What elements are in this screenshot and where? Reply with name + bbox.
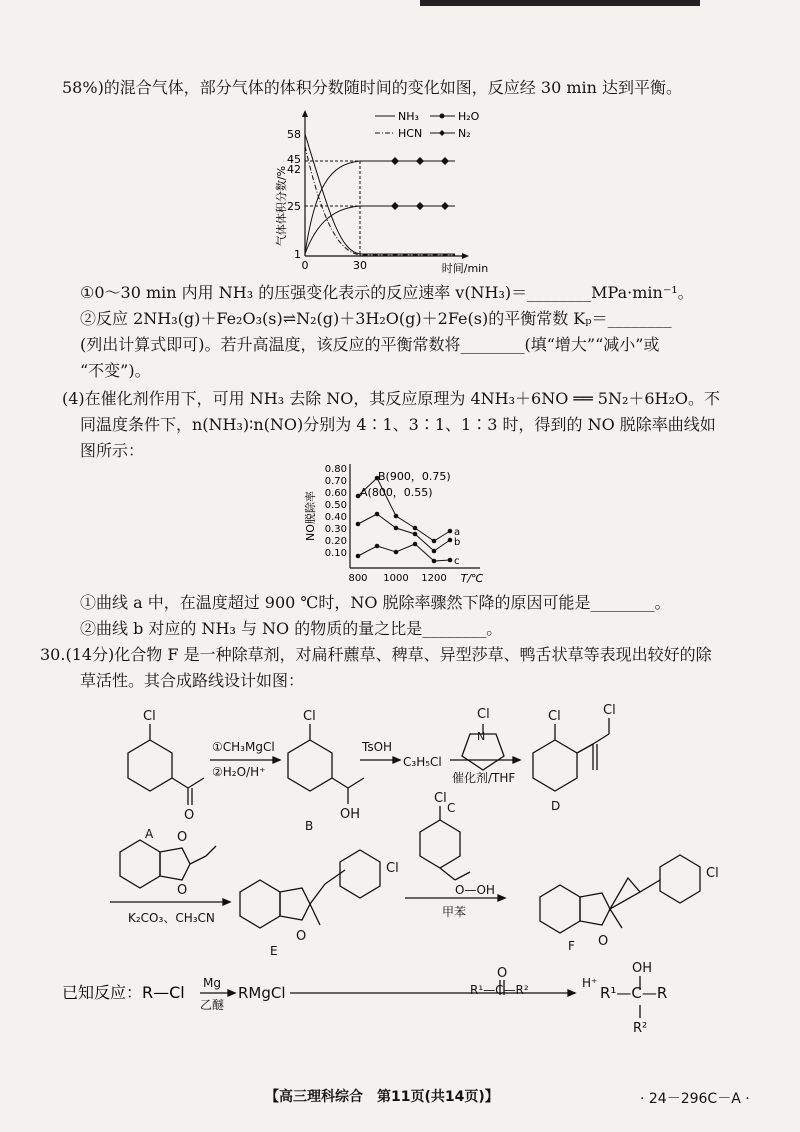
legend-h2o: H₂O bbox=[458, 110, 480, 123]
label-hplus: H⁺ bbox=[582, 976, 598, 990]
chart2-xtick-800: 800 bbox=[348, 573, 368, 584]
chart2-ytick-060: 0.60 bbox=[324, 488, 347, 499]
label-d-cl: Cl bbox=[548, 709, 561, 724]
label-product-r2: R² bbox=[633, 1021, 648, 1036]
label-tsoh: TsOH bbox=[362, 740, 393, 754]
label-compound-d: D bbox=[551, 799, 561, 813]
chart2-ytick-080: 0.80 bbox=[324, 464, 347, 475]
page-footer: 【高三理科综合 第11页(共14页)】 bbox=[265, 1089, 499, 1105]
label-compound-c: C bbox=[447, 801, 456, 815]
ring-a bbox=[128, 740, 172, 791]
label-b-cl: Cl bbox=[303, 709, 316, 724]
label-ketone: R¹—C—R² bbox=[470, 983, 529, 997]
label-catalyst: 催化剂/THF bbox=[452, 771, 516, 785]
question-2b: (列出计算式即可)。若升高温度，该反应的平衡常数将________(填“增大”“减小”或 bbox=[80, 335, 660, 354]
known-reaction-label: 已知反应：R—Cl bbox=[62, 983, 185, 1002]
chart1-curve-n2 bbox=[305, 206, 455, 254]
chart2-ytick-020: 0.20 bbox=[324, 536, 347, 547]
label-peracid-o: O—OH bbox=[455, 883, 495, 897]
label-b-oh: OH bbox=[340, 807, 361, 822]
label-compound-a: A bbox=[145, 827, 154, 841]
label-f-cl: Cl bbox=[706, 866, 719, 881]
chart1-xtick-0: 0 bbox=[301, 259, 309, 272]
answer-2: ②曲线 b 对应的 NH₃ 与 NO 的物质的量之比是________。 bbox=[80, 619, 503, 638]
chart2-xtick-1200: 1200 bbox=[421, 573, 447, 584]
chart2-point-b: B(900，0.75) bbox=[378, 470, 451, 483]
chart2-ytick-070: 0.70 bbox=[324, 476, 347, 487]
ring-peracid bbox=[420, 820, 460, 868]
question-2c: “不变”)。 bbox=[80, 361, 151, 380]
chart-volume-fraction bbox=[255, 106, 525, 280]
chart2-label-a: a bbox=[454, 527, 461, 538]
answer-1: ①曲线 a 中，在温度超过 900 ℃时，NO 脱除率骤然下降的原因可能是________。 bbox=[80, 593, 671, 612]
chart2-ytick-010: 0.10 bbox=[324, 548, 347, 559]
label-ether: 乙醚 bbox=[200, 998, 225, 1012]
paper-code: · 24－296C－A · bbox=[640, 1091, 750, 1107]
chart1-y-arrow bbox=[302, 110, 308, 117]
label-peracid-cl: Cl bbox=[434, 791, 447, 806]
scan-edge bbox=[420, 0, 700, 6]
label-e-o: O bbox=[296, 929, 307, 944]
chart1-ytick-58: 58 bbox=[287, 128, 301, 141]
label-step1-top: ①CH₃MgCl bbox=[212, 740, 275, 754]
ring-e bbox=[240, 880, 280, 928]
legend-nh3: NH₃ bbox=[398, 110, 419, 123]
chart1-ytick-45: 45 bbox=[287, 153, 301, 166]
label-rmgcl: RMgCl bbox=[238, 984, 286, 1002]
chart1-curve-h2o bbox=[305, 161, 455, 254]
text-line-intro: 58%)的混合气体，部分气体的体积分数随时间的变化如图，反应经 30 min 达到平衡。 bbox=[62, 78, 683, 97]
label-c-n: N bbox=[477, 730, 486, 743]
legend-n2: N₂ bbox=[458, 127, 471, 140]
label-c-cl: Cl bbox=[477, 707, 490, 722]
label-step1-bot: ②H₂O/H⁺ bbox=[212, 765, 266, 779]
label-compound-f: F bbox=[568, 939, 575, 953]
chart1-ytick-25: 25 bbox=[287, 200, 301, 213]
label-a-cl: Cl bbox=[143, 709, 156, 724]
legend-h2o-marker bbox=[440, 114, 445, 119]
question-1: ①0～30 min 内用 NH₃ 的压强变化表示的反应速率 v(NH₃)＝________MPa·min⁻¹。 bbox=[80, 283, 694, 302]
label-compound-b: B bbox=[305, 819, 314, 833]
synthesis-scheme bbox=[0, 700, 800, 1064]
chart1-ylabel: 气体体积分数/% bbox=[275, 165, 288, 247]
question-30-line2: 草活性。其合成路线设计如图： bbox=[80, 671, 305, 690]
chart1-x-arrow bbox=[462, 253, 469, 259]
chart2-ytick-030: 0.30 bbox=[324, 524, 347, 535]
legend-n2-marker bbox=[439, 130, 445, 136]
chart-no-removal bbox=[300, 456, 510, 592]
label-toluene: 甲苯 bbox=[442, 905, 467, 919]
ring-indandione bbox=[120, 840, 160, 888]
chart1-xlabel: 时间/min bbox=[441, 262, 489, 275]
label-product-oh: OH bbox=[632, 961, 653, 976]
question-30-line1: 30.(14分)化合物 F 是一种除草剂，对扁秆藨草、稗草、异型莎草、鸭舌状草等表现出较好的除 bbox=[40, 645, 712, 664]
chart1-xtick-30: 30 bbox=[353, 259, 367, 272]
chart2-curve-b bbox=[358, 514, 450, 551]
label-c3h5cl: C₃H₅Cl bbox=[403, 755, 442, 769]
label-compound-e: E bbox=[270, 944, 278, 958]
chart2-ytick-050: 0.50 bbox=[324, 500, 347, 511]
question-2a: ②反应 2NH₃(g)＋Fe₂O₃(s)⇌N₂(g)＋3H₂O(g)＋2Fe(s)的平衡常数 Kₚ＝________ bbox=[80, 309, 672, 328]
label-e-cl: Cl bbox=[386, 861, 399, 876]
part4-line2: 同温度条件下，n(NH₃)∶n(NO)分别为 4∶1、3∶1、1∶3 时，得到的 NO 脱除率曲线如 bbox=[80, 415, 716, 434]
ring-f bbox=[540, 885, 580, 933]
chart2-point-a: A(800，0.55) bbox=[360, 486, 433, 499]
label-indandione-o1: O bbox=[177, 830, 188, 845]
chart2-label-b: b bbox=[454, 537, 461, 548]
chart2-label-c: c bbox=[454, 556, 460, 567]
chart2-ylabel: NO脱除率 bbox=[304, 491, 317, 541]
chart2-ytick-040: 0.40 bbox=[324, 512, 347, 523]
label-k2co3: K₂CO₃、CH₃CN bbox=[128, 911, 215, 925]
chart2-xtick-1000: 1000 bbox=[383, 573, 409, 584]
chart2-curve-c bbox=[358, 544, 450, 561]
label-indandione-o2: O bbox=[177, 883, 188, 898]
part4-line1: (4)在催化剂作用下，可用 NH₃ 去除 NO，其反应原理为 4NH₃＋6NO ══ 5N₂＋6H₂O。不 bbox=[62, 389, 721, 408]
chart1-ytick-42: 42 bbox=[287, 163, 301, 176]
ring-b bbox=[288, 740, 332, 791]
chart1-curve-nh3 bbox=[305, 134, 455, 254]
label-ketone-o: O bbox=[497, 966, 508, 981]
chart1-ytick-1: 1 bbox=[294, 248, 301, 261]
part4-line3: 图所示： bbox=[80, 441, 145, 460]
chart2-xlabel: T/℃ bbox=[460, 572, 484, 585]
label-f-o: O bbox=[598, 934, 609, 949]
label-d-cl2: Cl bbox=[603, 703, 616, 718]
label-a-o: O bbox=[184, 808, 195, 823]
ring-d bbox=[533, 740, 577, 791]
label-product: R¹—C—R bbox=[600, 984, 668, 1002]
legend-hcn: HCN bbox=[398, 127, 423, 140]
chart1-curve-hcn bbox=[305, 146, 455, 255]
label-mg: Mg bbox=[203, 976, 221, 990]
